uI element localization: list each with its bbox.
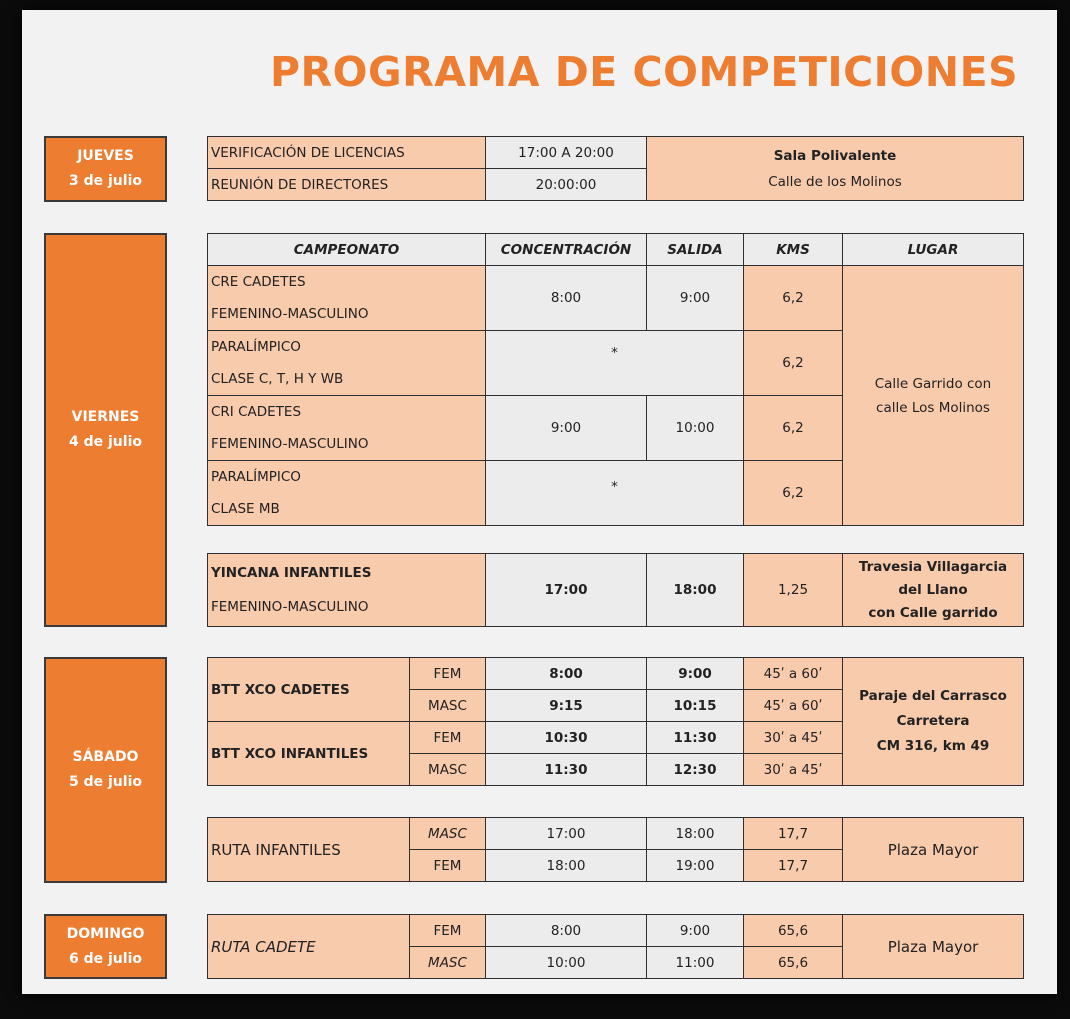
header-concentracion: CONCENTRACIÓN: [486, 234, 647, 266]
table-row: [208, 137, 1024, 169]
page-title: PROGRAMA DE COMPETICIONES: [270, 48, 1019, 96]
event-line: FEMENINO-MASCULINO: [211, 599, 369, 615]
salida-cell: 19:00: [647, 850, 744, 882]
jueves-table: [207, 136, 1024, 201]
place-line: Calle de los Molinos: [768, 173, 902, 190]
place-line: CM 316, km 49: [876, 738, 990, 754]
kms-cell: 65,6: [744, 915, 843, 947]
concentracion-cell: 9:00: [486, 396, 647, 461]
salida-cell: 18:00: [647, 818, 744, 850]
event-line: PARALÍMPICO: [211, 469, 301, 485]
kms-cell: 30ʹ a 45ʹ: [744, 722, 843, 754]
time-cell: 20:00:00: [486, 169, 647, 201]
event-cell: RUTA INFANTILES: [208, 818, 410, 882]
merged-time-cell: *: [486, 461, 744, 526]
event-cell: RUTA CADETE: [208, 915, 410, 979]
salida-cell: 12:30: [647, 754, 744, 786]
concentracion-cell: 10:00: [486, 947, 647, 979]
salida-cell: 11:30: [647, 722, 744, 754]
place-line: del Llano: [898, 581, 968, 598]
place-line: Travesia Villagarcia: [858, 558, 1008, 575]
place-cell: Plaza Mayor: [843, 915, 1024, 979]
category-cell: FEM: [410, 915, 486, 947]
btt-table: [207, 657, 1024, 786]
event-line: CRI CADETES: [211, 404, 302, 420]
place-line: calle Los Molinos: [876, 399, 990, 416]
category-cell: MASC: [410, 947, 486, 979]
merged-time-cell: *: [486, 331, 744, 396]
kms-cell: 6,2: [744, 461, 843, 526]
category-cell: MASC: [410, 754, 486, 786]
event-line: CRE CADETES: [211, 274, 306, 290]
kms-cell: 6,2: [744, 266, 843, 331]
salida-cell: 10:00: [647, 396, 744, 461]
kms-cell: 6,2: [744, 396, 843, 461]
table-row: [208, 658, 1024, 690]
table-row: [208, 818, 1024, 850]
viernes-table: [207, 233, 1024, 526]
concentracion-cell: 8:00: [486, 658, 647, 690]
event-cell: VERIFICACIÓN DE LICENCIAS: [208, 137, 486, 169]
header-lugar: LUGAR: [843, 234, 1024, 266]
category-cell: MASC: [410, 690, 486, 722]
salida-cell: 10:15: [647, 690, 744, 722]
event-cell: [208, 396, 486, 461]
place-cell: [843, 658, 1024, 786]
day-date: 5 de julio: [69, 774, 142, 790]
concentracion-cell: 9:15: [486, 690, 647, 722]
salida-cell: 9:00: [647, 266, 744, 331]
place-cell: [647, 137, 1024, 201]
place-line: Carretera: [896, 713, 970, 729]
concentracion-cell: 11:30: [486, 754, 647, 786]
place-line: Calle Garrido con: [874, 375, 992, 392]
salida-cell: 9:00: [647, 658, 744, 690]
day-label-viernes: [44, 233, 167, 627]
event-line: FEMENINO-MASCULINO: [211, 306, 369, 322]
kms-cell: 45ʹ a 60ʹ: [744, 690, 843, 722]
category-cell: FEM: [410, 850, 486, 882]
place-cell: [843, 554, 1024, 627]
place-cell: Plaza Mayor: [843, 818, 1024, 882]
event-line: PARALÍMPICO: [211, 339, 301, 355]
day-label-domingo: [44, 914, 167, 979]
kms-cell: 1,25: [744, 554, 843, 627]
concentracion-cell: 8:00: [486, 266, 647, 331]
day-name: SÁBADO: [72, 749, 139, 765]
table-row: [208, 915, 1024, 947]
day-label-jueves: [44, 136, 167, 202]
table-row: [208, 554, 1024, 627]
event-line: FEMENINO-MASCULINO: [211, 436, 369, 452]
concentracion-cell: 10:30: [486, 722, 647, 754]
header-salida: SALIDA: [647, 234, 744, 266]
event-line: CLASE MB: [211, 501, 280, 517]
event-line: YINCANA INFANTILES: [211, 565, 372, 581]
yincana-table: [207, 553, 1024, 627]
kms-cell: 65,6: [744, 947, 843, 979]
place-line: con Calle garrido: [868, 604, 998, 621]
day-label-sabado: [44, 657, 167, 883]
place-line: Paraje del Carrasco: [859, 688, 1007, 704]
kms-cell: 30ʹ a 45ʹ: [744, 754, 843, 786]
header-campeonato: CAMPEONATO: [208, 234, 486, 266]
category-cell: MASC: [410, 818, 486, 850]
event-cell: BTT XCO CADETES: [208, 658, 410, 722]
time-cell: 17:00 A 20:00: [486, 137, 647, 169]
event-cell: REUNIÓN DE DIRECTORES: [208, 169, 486, 201]
event-cell: [208, 554, 486, 627]
day-date: 6 de julio: [69, 950, 142, 967]
event-cell: BTT XCO INFANTILES: [208, 722, 410, 786]
kms-cell: 17,7: [744, 818, 843, 850]
event-cell: [208, 266, 486, 331]
event-cell: [208, 331, 486, 396]
day-name: JUEVES: [77, 148, 134, 164]
kms-cell: 45ʹ a 60ʹ: [744, 658, 843, 690]
salida-cell: 9:00: [647, 915, 744, 947]
salida-cell: 11:00: [647, 947, 744, 979]
place-cell: [843, 266, 1024, 526]
day-date: 4 de julio: [69, 434, 142, 450]
day-date: 3 de julio: [69, 173, 142, 189]
concentracion-cell: 18:00: [486, 850, 647, 882]
table-row: [208, 266, 1024, 331]
concentracion-cell: 17:00: [486, 818, 647, 850]
header-kms: KMS: [744, 234, 843, 266]
domingo-table: [207, 914, 1024, 979]
event-line: CLASE C, T, H Y WB: [211, 371, 344, 387]
concentracion-cell: 8:00: [486, 915, 647, 947]
table-header-row: [208, 234, 1024, 266]
kms-cell: 6,2: [744, 331, 843, 396]
concentracion-cell: 17:00: [486, 554, 647, 627]
category-cell: FEM: [410, 658, 486, 690]
event-cell: [208, 461, 486, 526]
ruta-infantiles-table: [207, 817, 1024, 882]
salida-cell: 18:00: [647, 554, 744, 627]
day-name: DOMINGO: [66, 925, 145, 942]
category-cell: FEM: [410, 722, 486, 754]
place-line: Sala Polivalente: [773, 147, 897, 164]
day-name: VIERNES: [71, 409, 140, 425]
kms-cell: 17,7: [744, 850, 843, 882]
